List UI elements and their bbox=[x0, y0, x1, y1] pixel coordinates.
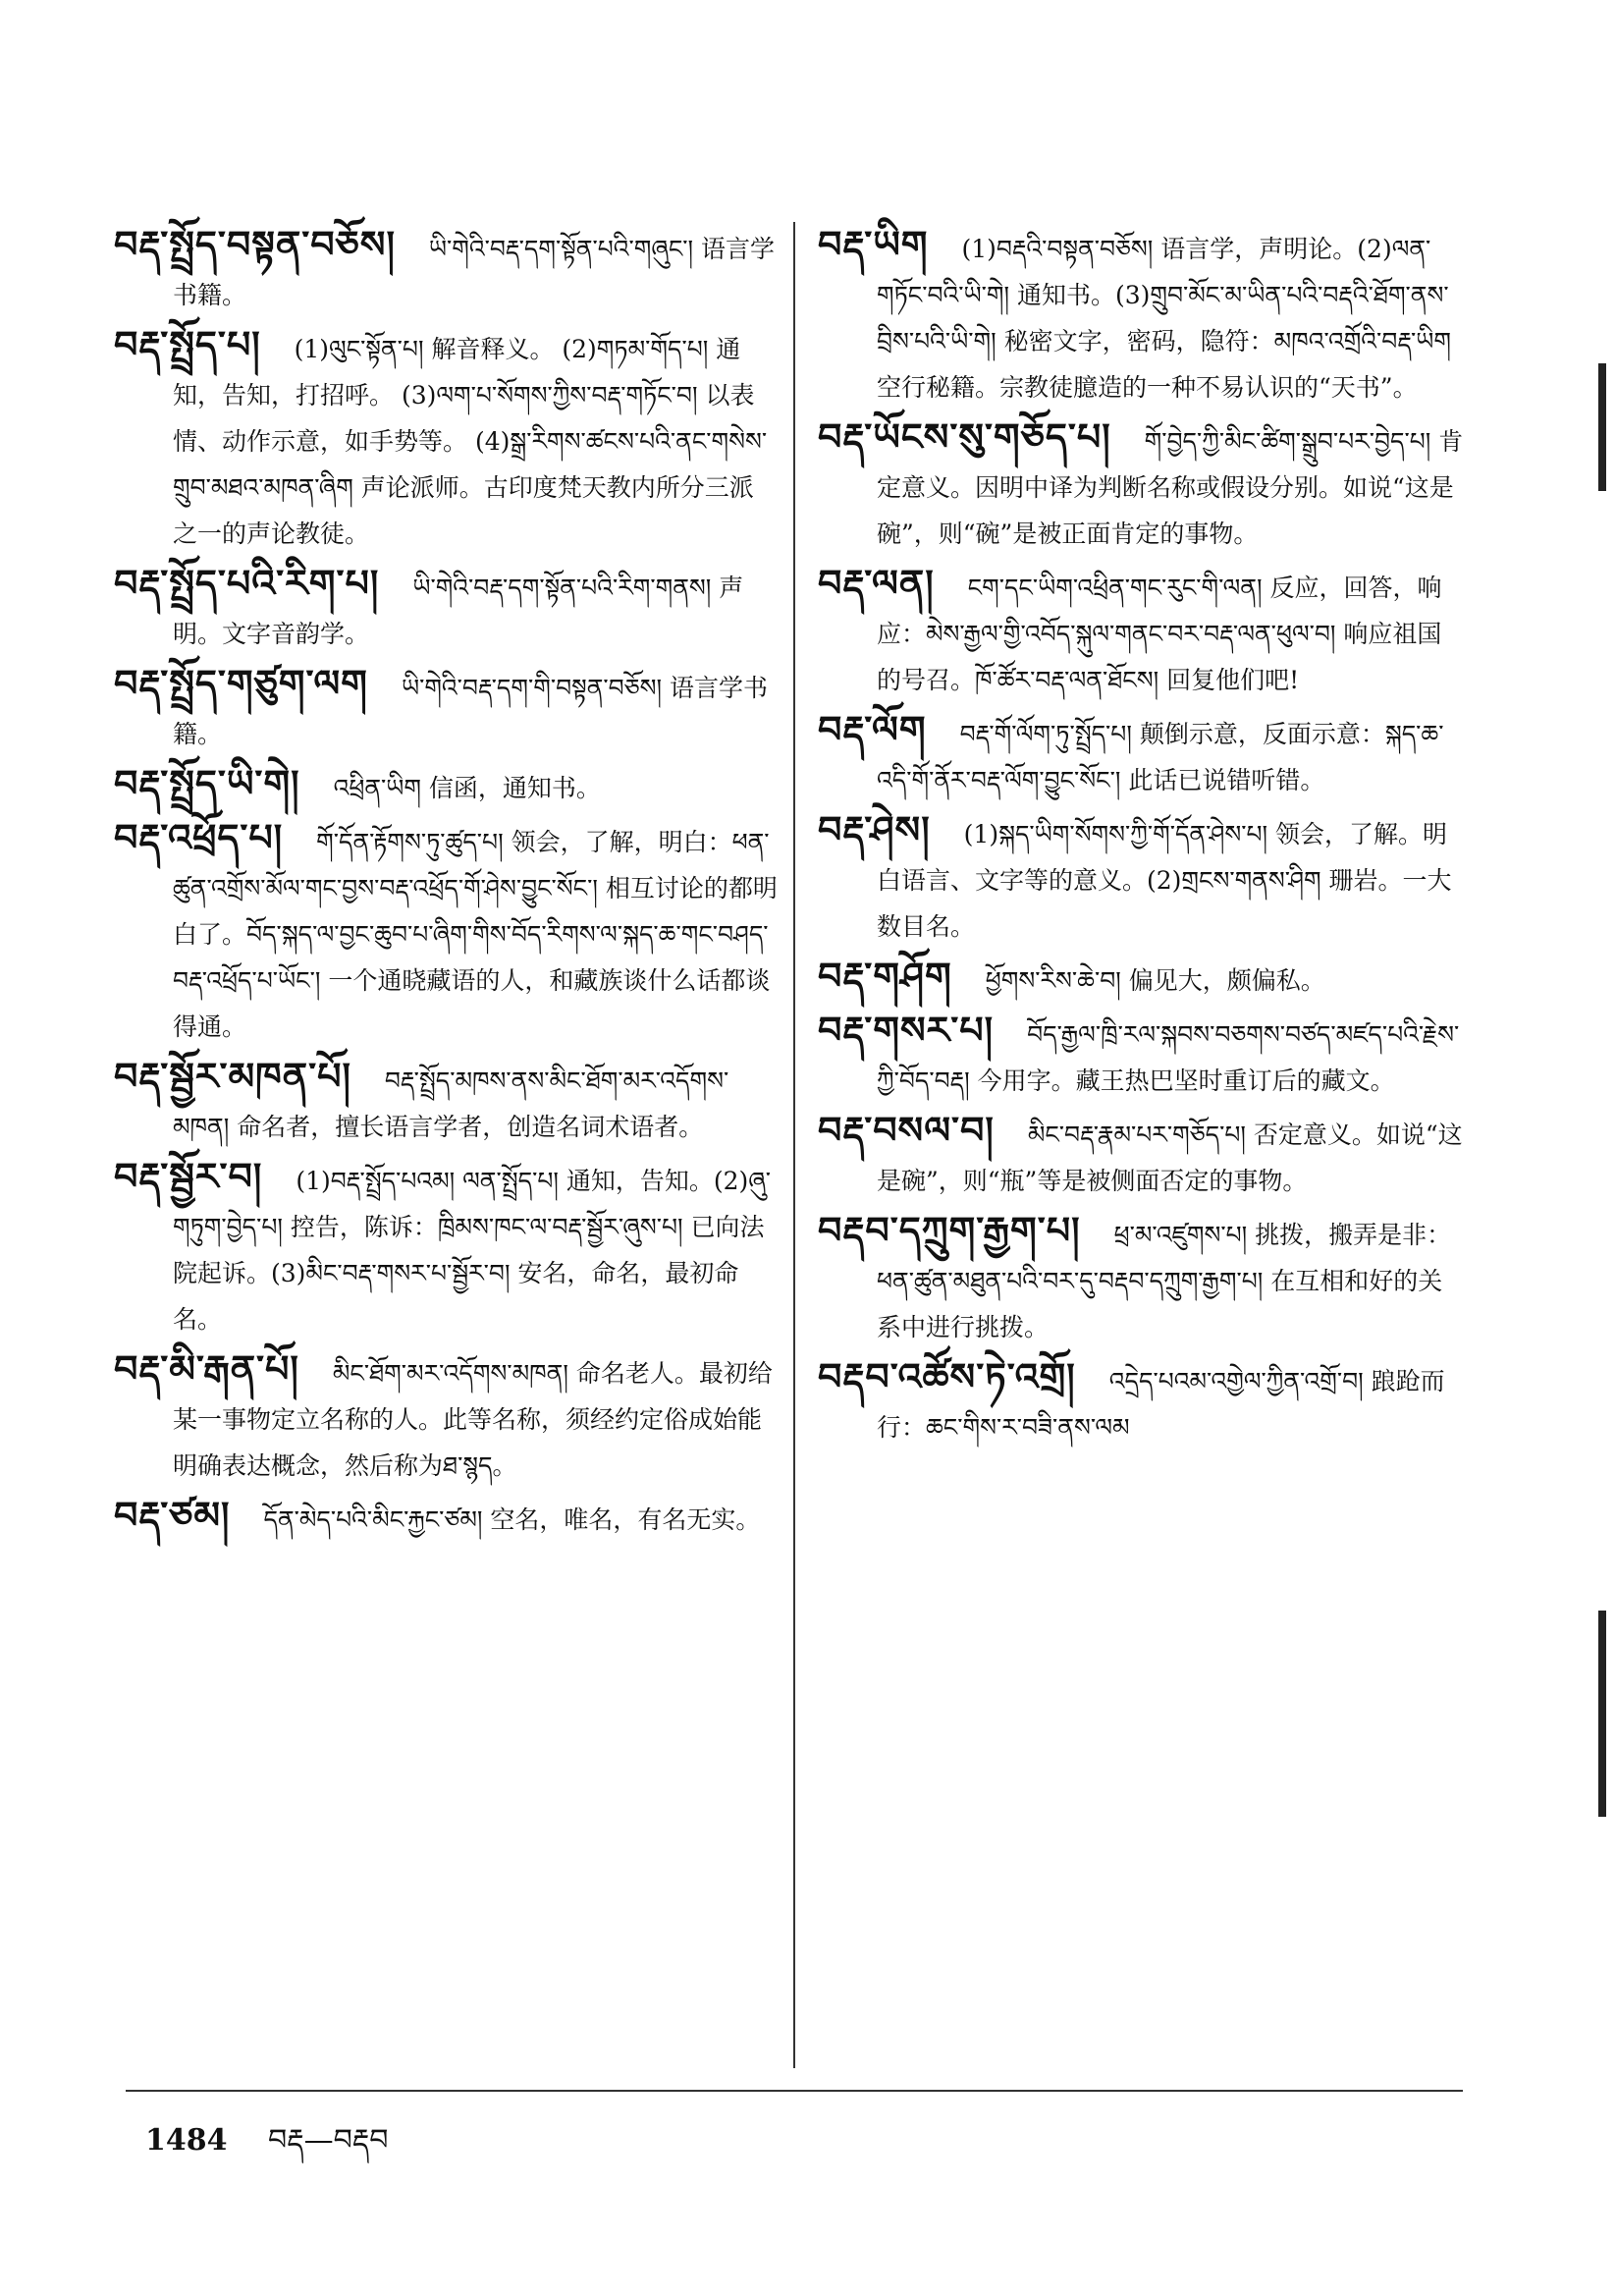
definition: ཡི་གེའི་བརྡ་དག་སྟོན་པའི་གཞུང་། 语言学书籍。 bbox=[173, 235, 776, 309]
definition: གོ་བྱེད་ཀྱི་མིང་ཚིག་སྒྲུབ་པར་བྱེད་པ། 肯定意义。因明中译为判断名称或假设分别。如说“这是碗”，则“碗”是被正面肯定的事物。 bbox=[877, 427, 1464, 548]
page-footer bbox=[145, 2107, 388, 2190]
headword: བརྡབ་དཀྲུག་རྒྱག་པ། bbox=[818, 1209, 1081, 1252]
headword: བརྡ་ལན། bbox=[818, 562, 935, 605]
definition: (1)བརྡ་སྤྲོད་པའམ། ལན་སྤྲོད་པ། 通知，告知。(2)ཞུ་གཏུག་བྱེད་པ། 控告，陈诉：ཁྲིམས་ཁང་ལ་བརྡ་སྦྱོར་ཞུས་པ། 已向法院起诉。(3)མིང་བརྡ་གསར་པ་སྦྱོར་བ། 安名，命名，最初命名。 bbox=[173, 1167, 772, 1334]
definition: ཡི་གེའི་བརྡ་དག་སྟོན་པའི་རིག་གནས། 声明。文字音韵学。 bbox=[173, 574, 744, 648]
headword: བརྡ་ཡོངས་སུ་གཅོད་པ། bbox=[818, 415, 1111, 459]
headword: བརྡ་སྦྱོར་བ། bbox=[114, 1155, 263, 1198]
definition: མིང་ཐོག་མར་འདོགས་མཁན། 命名老人。最初给某一事物定立名称的人。此等名称，须经约定俗成始能明确表达概念，然后称为ཐ་སྙད。 bbox=[173, 1359, 773, 1480]
dictionary-entry bbox=[114, 1054, 778, 1150]
headword: བརྡ་སྤྲོད་བསྟན་བཅོས། bbox=[114, 223, 396, 266]
definition: མིང་བརྡ་རྣམ་པར་གཅོད་པ། 否定意义。如说“这是碗”，则“瓶”等是被侧面否定的事物。 bbox=[877, 1121, 1463, 1195]
headword: བརྡ་སྤྲོད་གཙུག་ལག bbox=[114, 662, 368, 705]
dictionary-entry bbox=[114, 1154, 778, 1342]
footer-rule bbox=[126, 2090, 1463, 2092]
headword: བརྡ་གསར་པ། bbox=[818, 1009, 995, 1052]
scan-edge-mark bbox=[1598, 1611, 1606, 1817]
dictionary-entry bbox=[114, 761, 778, 811]
dictionary-entry bbox=[818, 707, 1466, 803]
dictionary-entry bbox=[818, 1008, 1466, 1104]
definition: ཡི་གེའི་བརྡ་དག་གི་བསྟན་བཅོས། 语言学书籍。 bbox=[173, 674, 768, 748]
dictionary-entry bbox=[818, 807, 1466, 950]
headword: བརྡ་ལོག bbox=[818, 708, 927, 751]
definition: བོད་རྒྱལ་ཁྲི་རལ་སྐབས་བཅགས་བཙད་མཛད་པའི་རྗེས་ཀྱི་བོད་བརྡ། 今用字。藏王热巴坚时重订后的藏文。 bbox=[877, 1020, 1460, 1095]
headword: བརྡ་ཡིག bbox=[818, 223, 929, 266]
definition: འདྲེད་པའམ་འགྱེལ་ཀྱིན་འགྲོ་བ། 踉跄而行：ཆང་གིས་ར་བཟི་ནས་ལམ bbox=[877, 1367, 1445, 1442]
headword: བརྡ་འཕྲོད་པ། bbox=[114, 816, 284, 859]
headword: བརྡ་སྦྱོར་མཁན་པོ། bbox=[114, 1055, 351, 1098]
dictionary-entry bbox=[818, 1108, 1466, 1204]
dictionary-entry bbox=[114, 1346, 778, 1489]
headword: བརྡ་གཤོག bbox=[818, 955, 952, 998]
scan-edge-mark bbox=[1598, 363, 1606, 491]
dictionary-entry bbox=[114, 661, 778, 757]
dictionary-entry bbox=[818, 222, 1466, 410]
headword: བརྡ་སྤྲོད་པའི་རིག་པ། bbox=[114, 562, 380, 605]
definition: གོ་དོན་རྟོགས་ཏུ་ཚུད་པ། 领会，了解，明白：ཕན་ཚུན་འགྲོས་མོལ་གང་བྱས་བརྡ་འཕྲོད་གོ་ཤེས་བྱུང་སོང་། 相互讨论的都明白了。བོད་སྐད་ལ་བྱང་ཆུབ་པ་ཞིག་གིས་བོད་རིགས་ལ་སྐད་ཆ་གང་བཤད་བརྡ་འཕྲོད་པ་ཡོང་། 一个通晓藏语的人，和藏族谈什么话都谈得通。 bbox=[173, 828, 778, 1041]
page-range: བརྡ—བརྡབ bbox=[268, 2123, 389, 2158]
dictionary-entry bbox=[818, 561, 1466, 703]
headword: བརྡ་ཙམ། bbox=[114, 1494, 231, 1537]
headword: བརྡ་ཤེས། bbox=[818, 808, 931, 851]
definition: (1)ལུང་སྟོན་པ། 解音释义。 (2)གཏམ་གོད་པ། 通知，告知，打招呼。 (3)ལག་པ་སོགས་ཀྱིས་བརྡ་གཏོང་བ། 以表情、动作示意，如手势等。 (4)སྒྲ་རིགས་ཚངས་པའི་ནང་གསེས་གྲུབ་མཐའ་མཁན་ཞིག 声论派师。古印度梵天教内所分三派之一的声论教徒。 bbox=[173, 335, 768, 548]
dictionary-entry bbox=[114, 322, 778, 557]
definition: བརྡ་གོ་ལོག་ཏུ་སྤྲོད་པ། 颠倒示意，反面示意：སྐད་ཆ་འདི་གོ་ནོར་བརྡ་ལོག་བྱུང་སོང་། 此话已说错听错。 bbox=[877, 720, 1444, 794]
headword: བརྡ་སྤྲོད་ཡི་གེ། bbox=[114, 762, 300, 805]
dictionary-entry bbox=[818, 954, 1466, 1004]
headword: བརྡབ་འཚོས་ཏེ་འགྲོ། bbox=[818, 1355, 1076, 1398]
right-column bbox=[818, 222, 1466, 1454]
definition: ངག་དང་ཡིག་འཕྲིན་གང་རུང་གི་ལན། 反应，回答，响应：མེས་རྒྱལ་གྱི་འབོད་སྐུལ་གནང་བར་བརྡ་ལན་ཕུལ་བ། 响应祖国的号召。ཁོ་ཚོར་བརྡ་ལན་ཐོངས། 回复他们吧! bbox=[877, 574, 1442, 694]
dictionary-entry bbox=[114, 815, 778, 1050]
headword: བརྡ་སྤྲོད་པ། bbox=[114, 323, 261, 366]
left-column bbox=[114, 222, 778, 1547]
headword: བརྡ་མི་རྒན་པོ། bbox=[114, 1347, 299, 1391]
definition: (1)བརྡའི་བསྟན་བཅོས། 语言学，声明论。(2)ལན་གཏོང་བའི་ཡི་གེ། 通知书。(3)གྲུབ་མོང་མ་ཡིན་པའི་བརྡའི་ཐོག་ནས་བྲིས་པའི་ཡི་གེ། 秘密文字，密码，隐符：མཁའ་འགྲོའི་བརྡ་ཡིག 空行秘籍。宗教徒臆造的一种不易认识的“天书”。 bbox=[877, 235, 1452, 402]
dictionary-entry bbox=[818, 414, 1466, 557]
definition: དོན་མེད་པའི་མིང་རྐྱང་ཙམ། 空名，唯名，有名无实。 bbox=[263, 1505, 761, 1534]
definition: ཕྱོགས་རིས་ཆེ་བ། 偏见大，颇偏私。 bbox=[985, 966, 1325, 995]
definition: ཕྲ་མ་འཛུགས་པ། 挑拨，搬弄是非：ཕན་ཚུན་མཐུན་པའི་བར་དུ་བརྡབ་དཀྲུག་རྒྱག་པ། 在互相和好的关系中进行挑拨。 bbox=[877, 1221, 1452, 1341]
page-number: 1484 bbox=[145, 2123, 228, 2158]
dictionary-entry bbox=[114, 222, 778, 318]
dictionary-entry bbox=[818, 1354, 1466, 1450]
dictionary-entry bbox=[114, 1493, 778, 1543]
definition: འཕྲིན་ཡིག 信函，通知书。 bbox=[333, 774, 601, 802]
column-divider bbox=[793, 222, 795, 2068]
dictionary-entry bbox=[114, 561, 778, 657]
headword: བརྡ་བསལ་བ། bbox=[818, 1109, 995, 1152]
definition: བརྡ་སྤྲོད་མཁས་ནས་མིང་ཐོག་མར་འདོགས་མཁན། 命名者，擅长语言学者，创造名词术语者。 bbox=[173, 1066, 729, 1141]
definition: (1)སྐད་ཡིག་སོགས་ཀྱི་གོ་དོན་ཤེས་པ། 领会，了解。明白语言、文字等的意义。(2)གྲངས་གནས་ཤིག 珊岩。一大数目名。 bbox=[877, 820, 1452, 941]
dictionary-entry bbox=[818, 1208, 1466, 1350]
